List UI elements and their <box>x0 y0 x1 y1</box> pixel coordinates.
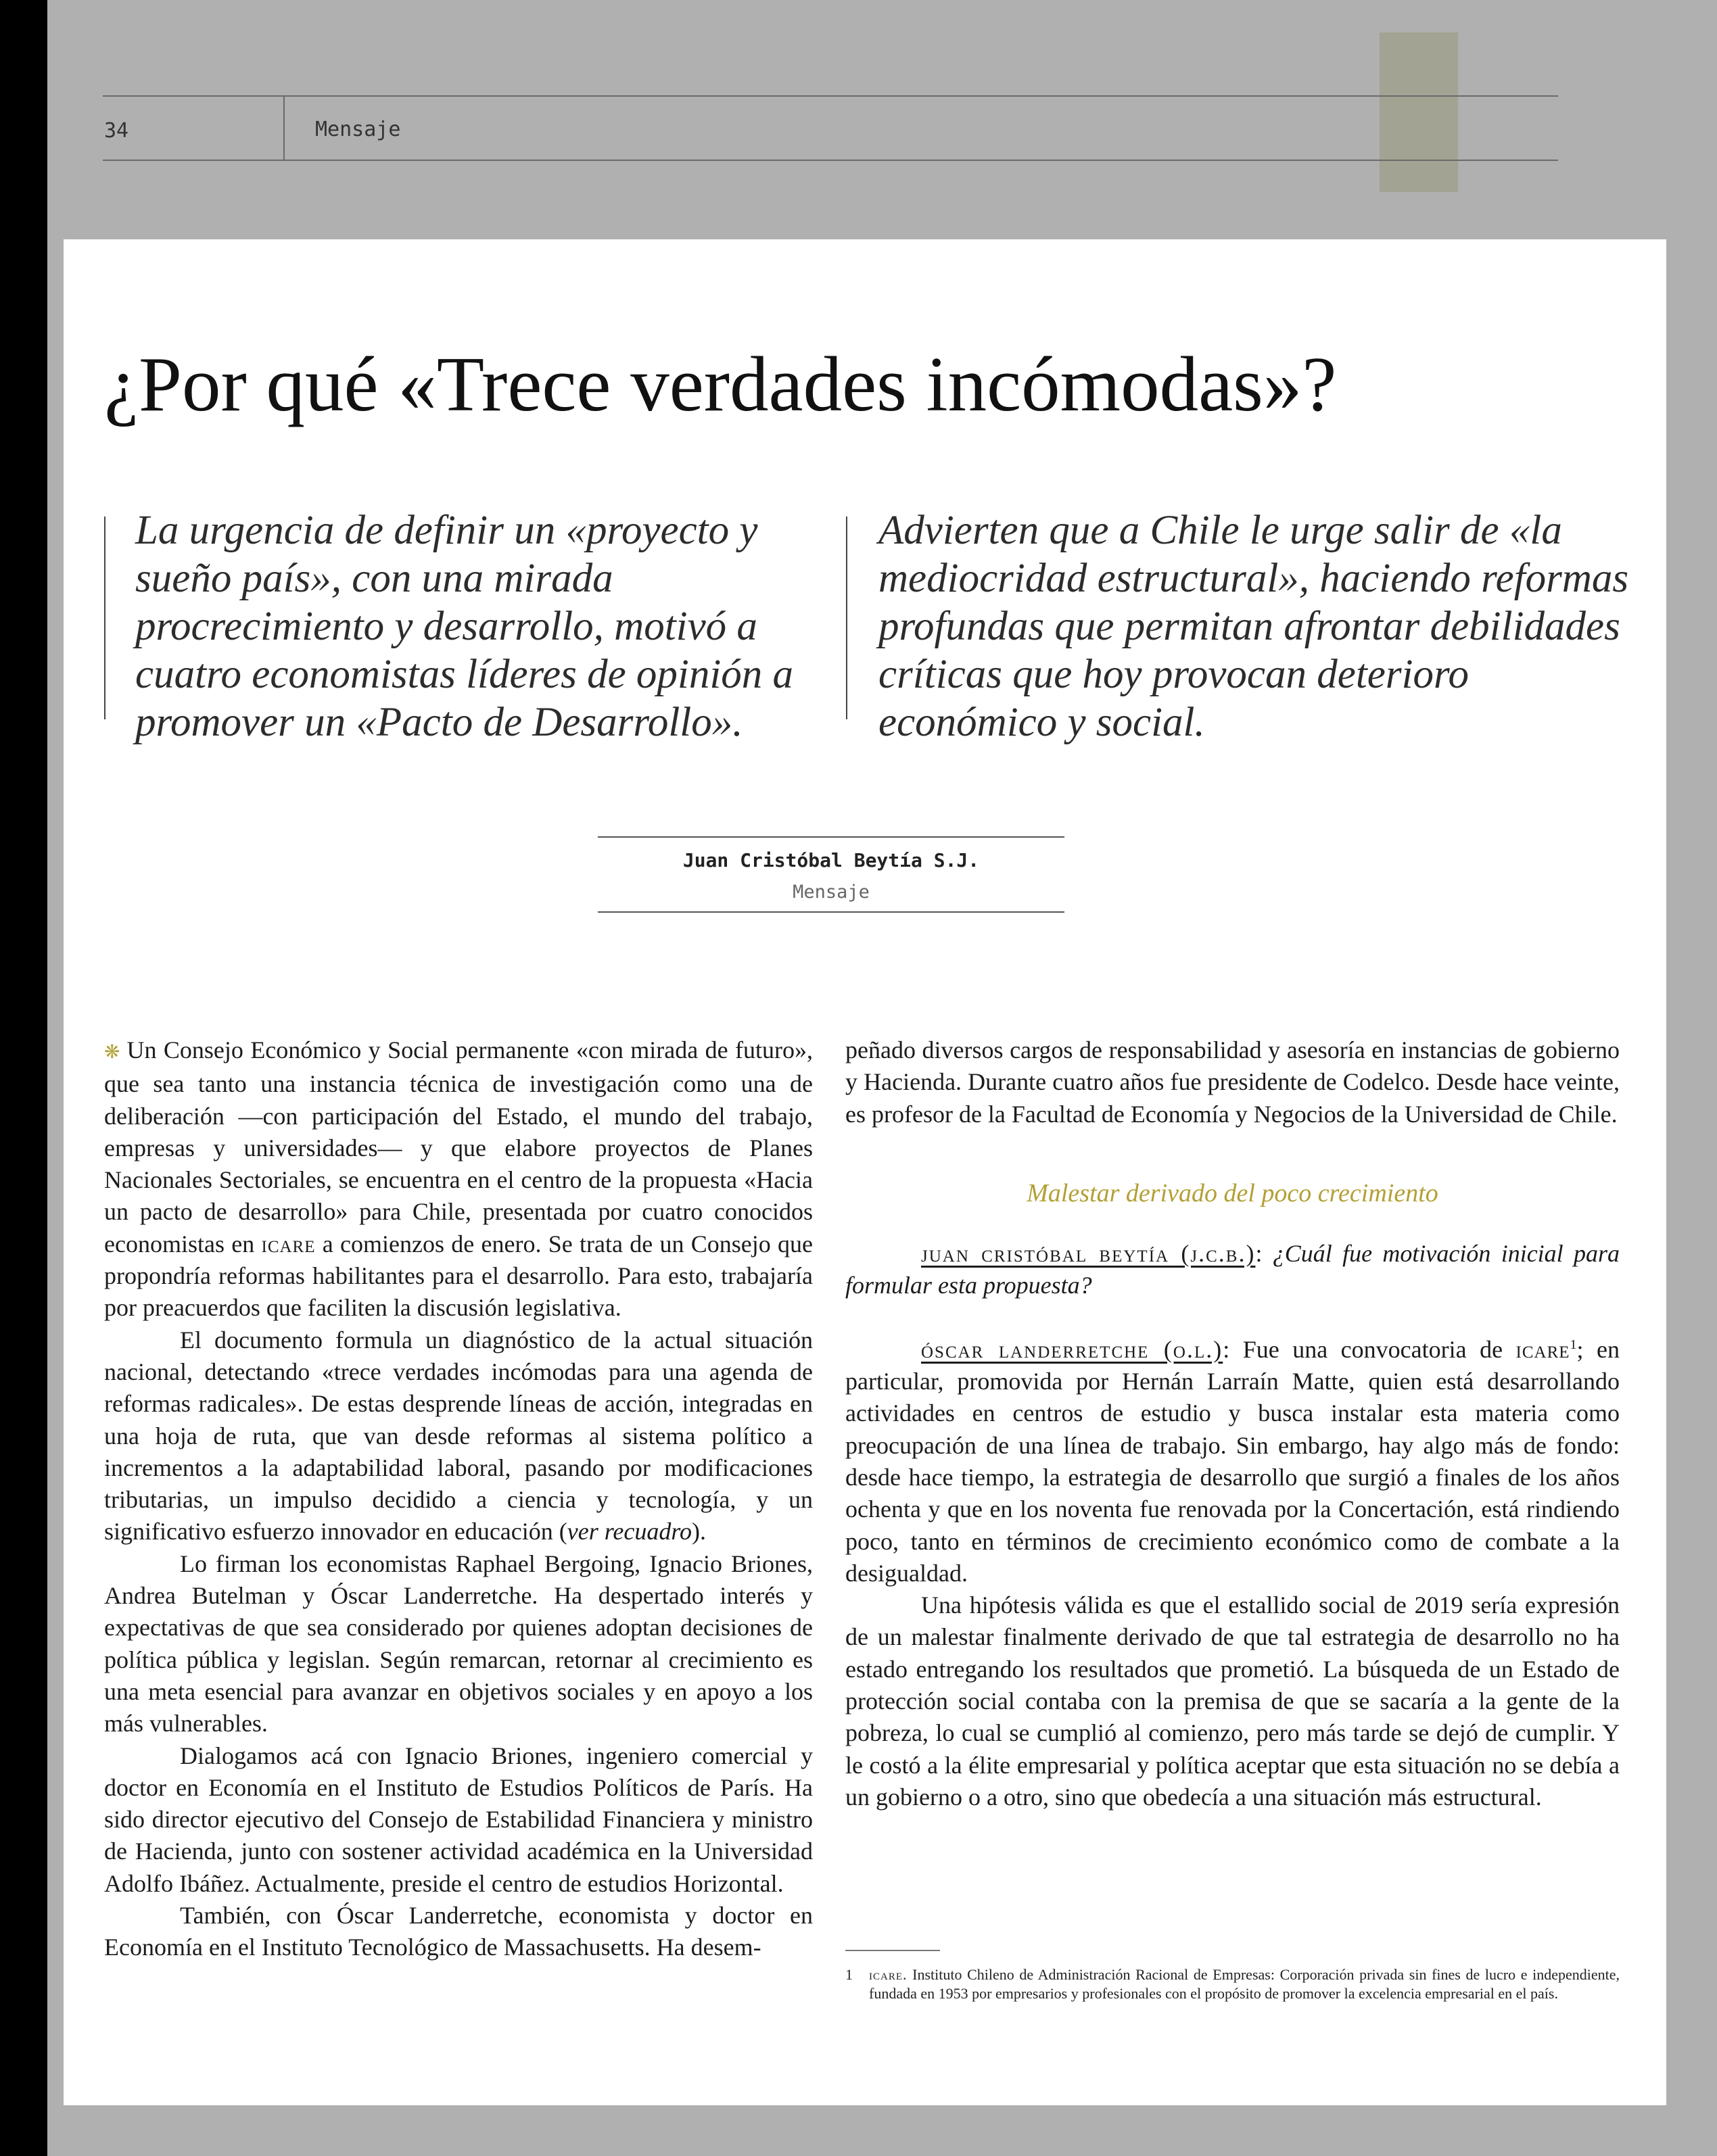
page-number: 34 <box>104 119 129 143</box>
header-top-rule <box>103 95 1558 97</box>
header-divider <box>283 95 285 161</box>
header-bottom-rule <box>103 160 1558 161</box>
interview-question: juan cristóbal beytía (j.c.b.): ¿Cuál fue motivación inicial para formular esta propuesta? <box>845 1240 1620 1299</box>
byline-bottom-rule <box>598 911 1064 913</box>
footnote-marker[interactable]: 1 <box>1570 1337 1577 1352</box>
section-label: Mensaje <box>315 118 401 141</box>
left-column <box>104 1034 813 1964</box>
paragraph: Lo firman los economistas Raphael Bergoing, Ignacio Briones, Andrea Butelman y Óscar Landerretche. Ha despertado interés y expectativas de que sea considerado por quienes adoptan decisiones de política pública y legislan. Según remarcan, retornar al crecimiento es una meta esencial para avanzar en objetivos sociales y en apoyo a los más vulnerables. <box>104 1550 813 1738</box>
footnote-text: Instituto Chileno de Administración Racional de Empresas: Corporación privada sin fines de lucro e independiente, fundada en 1953 por empresarios y profesionales con el propósito de promover la excelencia empresarial en el país. <box>869 1966 1620 2002</box>
byline-publication: Mensaje <box>793 882 870 903</box>
icare-acronym: icare <box>261 1230 316 1257</box>
paragraph: peñado diversos cargos de responsabilidad y asesoría en instancias de gobierno y Hacienda. Durante cuatro años fue presidente de Codelco. Desde hace veinte, es profesor de la Facultad de Economía y Negocios de la Universidad de Chile. <box>845 1036 1620 1128</box>
interviewee-name: óscar landerretche (o.l.) <box>921 1335 1223 1363</box>
byline-author: Juan Cristóbal Beytía S.J. <box>682 849 980 871</box>
interviewer-name: juan cristóbal beytía (j.c.b.) <box>921 1240 1256 1268</box>
right-column <box>845 1034 1620 1813</box>
deck-right-rule <box>846 517 847 719</box>
page-title: ¿Por qué «Trece verdades incómodas»? <box>104 341 1337 427</box>
left-edge-bar <box>0 0 47 2156</box>
paragraph: Dialogamos acá con Ignacio Briones, ingeniero comercial y doctor en Economía en el Instituto de Estudios Políticos de París. Ha sido director ejecutivo del Consejo de Estabilidad Financiera y ministro de Hacienda, junto con sostener actividad académica en la Universidad Adolfo Ibáñez. Actualmente, preside el centro de estudios Horizontal. <box>104 1742 813 1897</box>
deck-right: Advierten que a Chile le urge salir de «la mediocridad estructural», haciendo reformas profundas que permitan afrontar debilidades críticas que hoy provocan deterioro económico y social. <box>878 508 1629 745</box>
see-box-reference: ver recuadro <box>567 1518 692 1546</box>
article-page <box>64 239 1666 2105</box>
footnote-label: icare. <box>869 1966 908 1983</box>
interview-answer: óscar landerretche (o.l.): Fue una convocatoria de icare$^1$; en particular, promovida por Hernán Larraín Matte, quien está desarrollando actividades en centros de estudio y busca instalar esta materia como preocupación de una línea de trabajo. Sin embargo, hay algo más de fondo: desde hace tiempo, la estrategia de desarrollo que surgió a finales de los años ochenta y que en los noventa fue renovada por la Concertación, está rindiendo poco, tanto en términos de crecimiento económico como de combate a la desigualdad. <box>845 1335 1620 1587</box>
deck-left: La urgencia de definir un «proyecto y sueño país», con una mirada procrecimiento y desarrollo, motivó a cuatro economistas líderes de opinión a promover un «Pacto de Desarrollo». <box>135 508 794 745</box>
paragraph: El documento formula un diagnóstico de la actual situación nacional, detectando «trece verdades incómodas para una agenda de reformas radicales». De estas desprende líneas de acción, integradas en una hoja de ruta, que van desde reformas al sistema político a incrementos a la adaptabilidad laboral, pasando por modificaciones tributarias, un impulso decidido a ciencia y tecnología, y un significativo esfuerzo innovador en educación (ver recuadro). <box>104 1326 813 1546</box>
corner-color-tab <box>1380 32 1458 192</box>
paragraph: Una hipótesis válida es que el estallido social de 2019 sería expresión de un malestar finalmente derivado de que tal estrategia de desarrollo no ha estado entregando los resultados que prometió. La búsqueda de un Estado de protección social contaba con la premisa de que se sacaría a la gente de la pobreza, lo cual se cumplió al comienzo, pero más tarde se dejó de cumplir. Y le costó a la élite empresarial y política aceptar que esta situación no se debía a un gobierno o a otro, sino que obedecía a una situación más estructural. <box>845 1591 1620 1811</box>
subheading: Malestar derivado del poco crecimiento <box>1027 1178 1438 1207</box>
article-start-icon: ❋ <box>104 1042 120 1063</box>
deck-left-rule <box>104 517 105 719</box>
paragraph: ❋ Un Consejo Económico y Social permanente «con mirada de futuro», que sea tanto una instancia técnica de investigación como una de deliberación —con participación del Estado, el mundo del trabajo, empresas y universidades— y que elabore proyectos de Planes Nacionales Sectoriales, se encuentra en el centro de la propuesta «Hacia un pacto de desarrollo» para Chile, presentada por cuatro conocidos economistas en icare a comienzos de enero. Se trata de un Consejo que propondría reformas habilitantes para el desarrollo. Para esto, trabajaría por preacuerdos que faciliten la discusión legislativa. <box>104 1036 814 1322</box>
icare-acronym: icare <box>1515 1335 1570 1363</box>
paragraph: También, con Óscar Landerretche, economista y doctor en Economía en el Instituto Tecnológico de Massachusetts. Ha desem- <box>104 1902 813 1961</box>
footnote-number: 1 <box>845 1966 853 1983</box>
byline-top-rule <box>598 836 1064 838</box>
